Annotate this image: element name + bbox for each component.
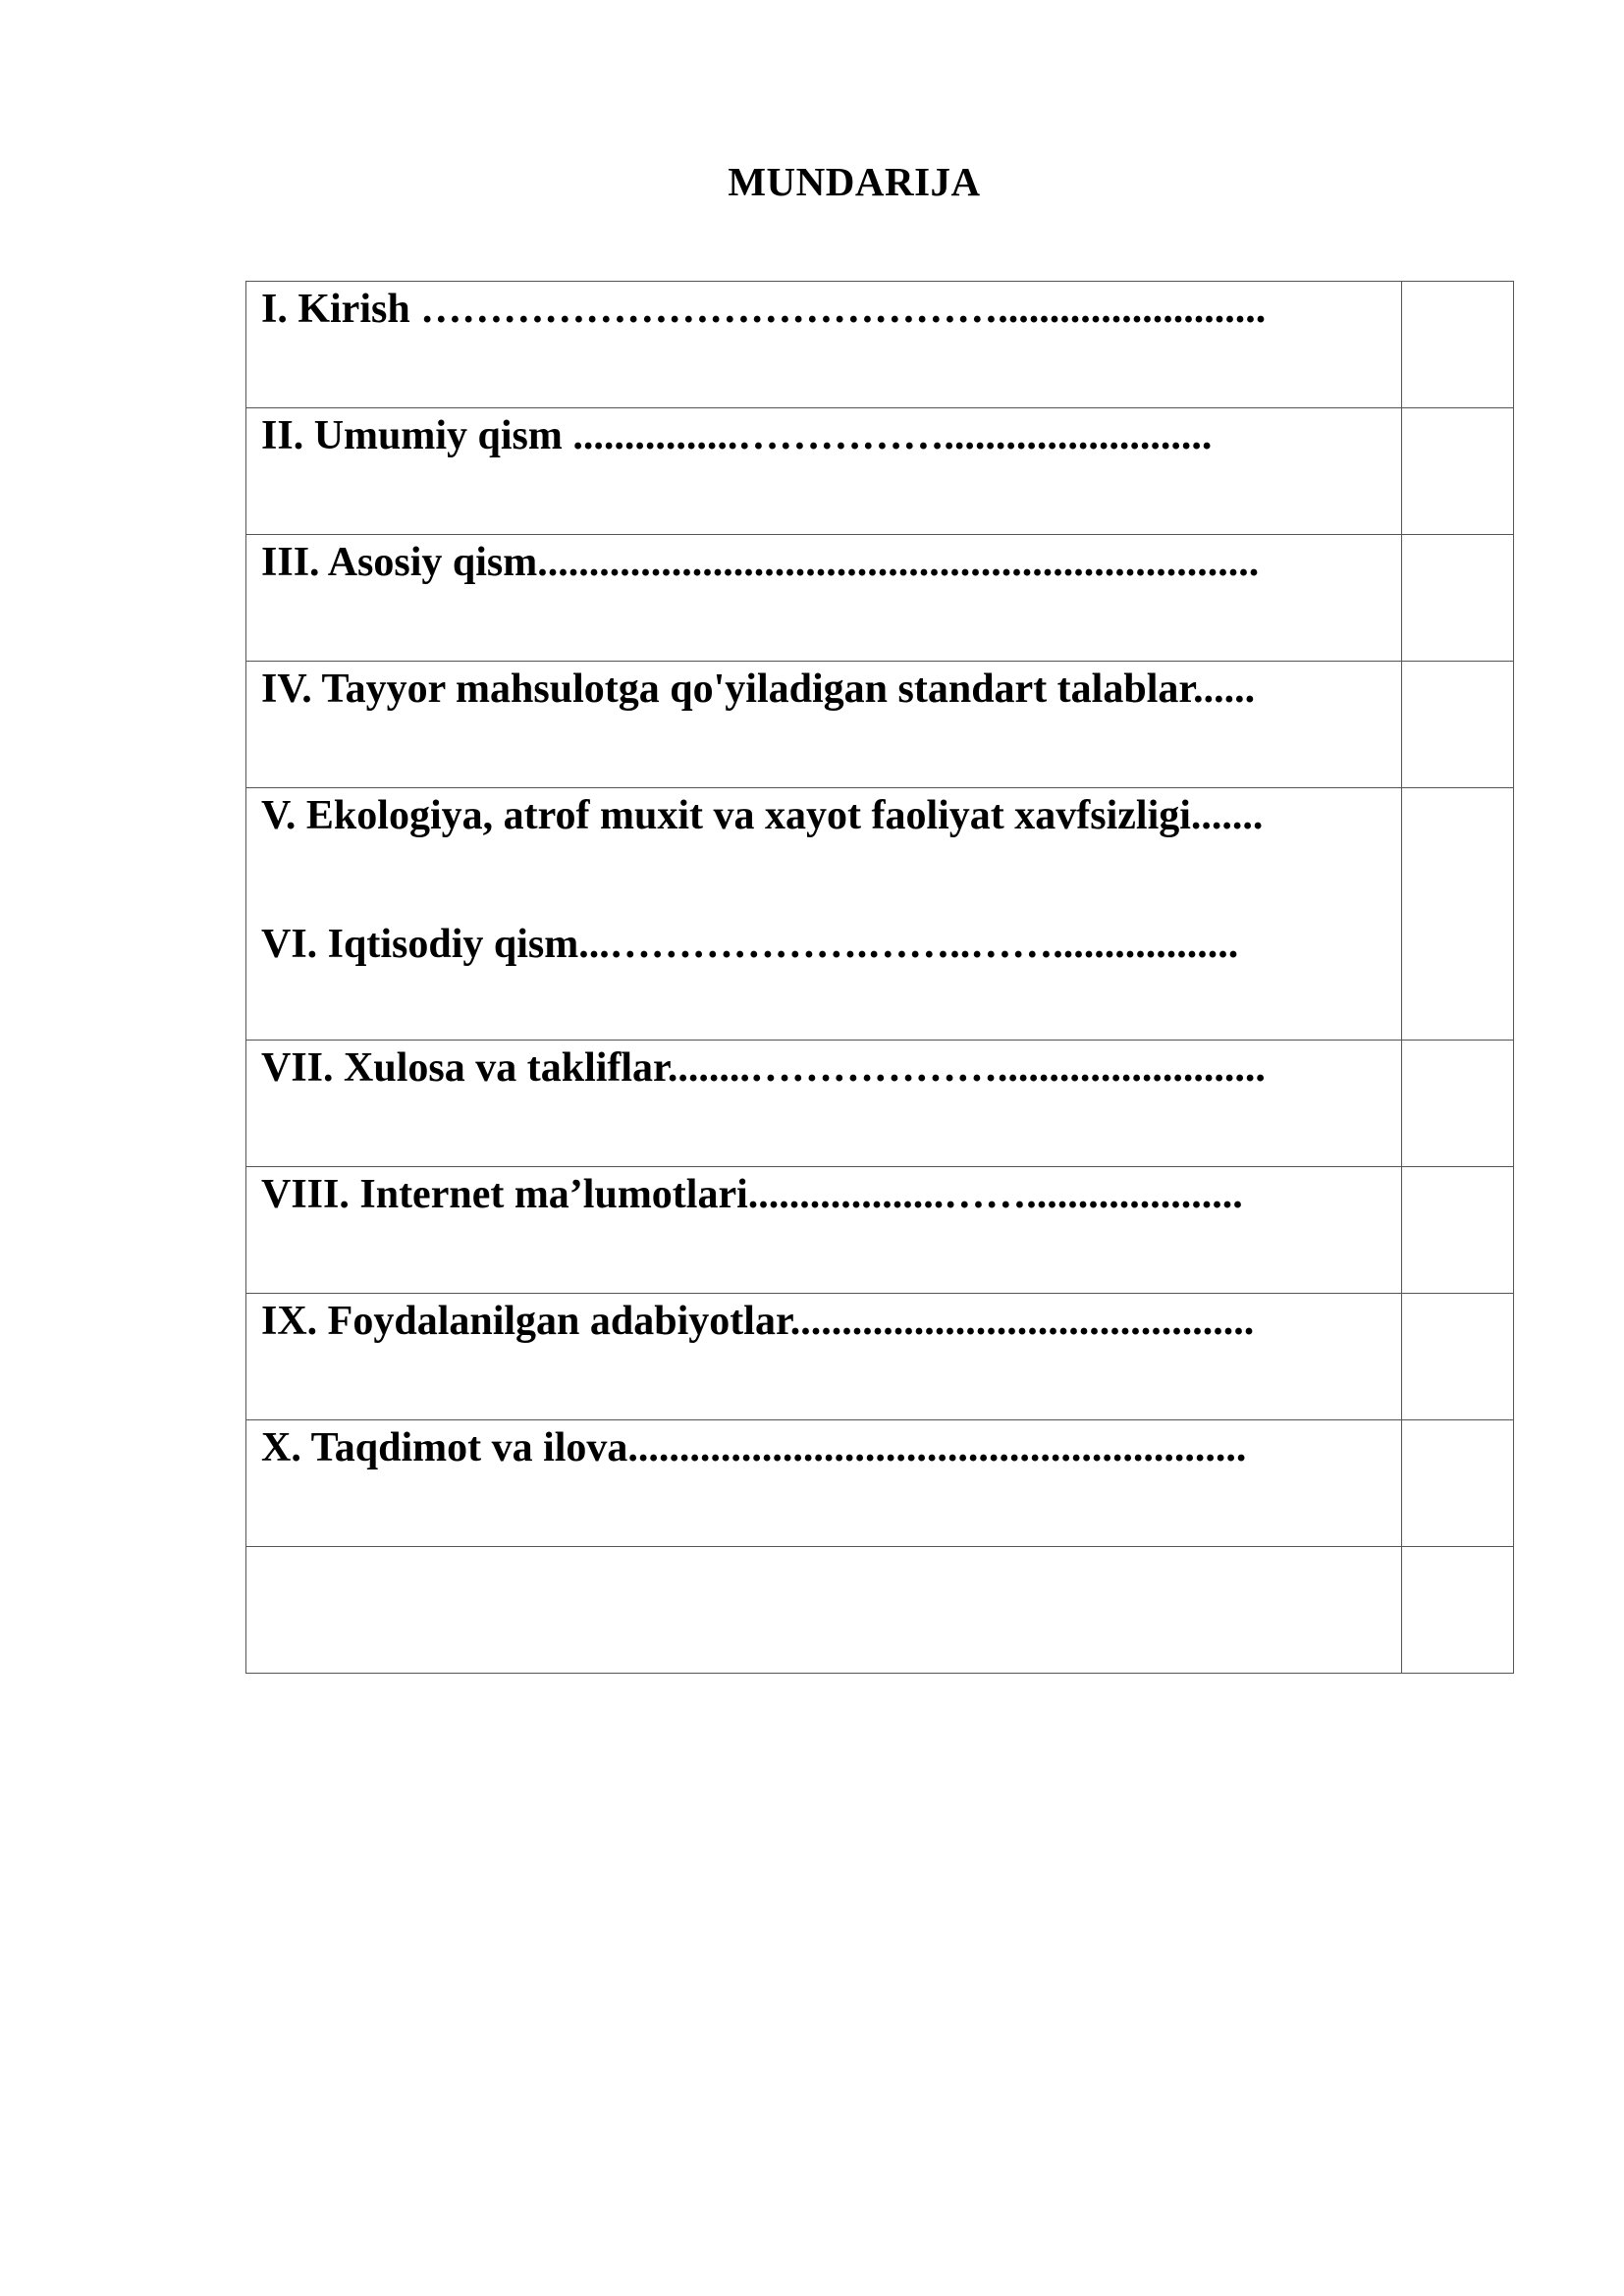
toc-entry-cell <box>246 535 1402 662</box>
toc-entry-cell <box>246 1041 1402 1167</box>
toc-entry-cell <box>246 1167 1402 1294</box>
toc-row <box>246 788 1514 1041</box>
toc-page-number <box>1402 282 1514 408</box>
toc-page-number <box>1402 1547 1514 1674</box>
toc-page-number <box>1402 408 1514 535</box>
toc-row <box>246 1041 1514 1167</box>
toc-entry-iqtisodiy-qism: VI. Iqtisodiy qism...……………….……..…….................. <box>261 922 1239 967</box>
toc-entry-cell <box>246 1420 1402 1547</box>
toc-entry-cell <box>246 662 1402 788</box>
toc-entry-empty <box>246 1547 1401 1550</box>
toc-entry-internet: VIII. Internet ma’lumotlari...................……..................... <box>261 1172 1243 1217</box>
toc-row <box>246 408 1514 535</box>
toc-row <box>246 1547 1514 1674</box>
toc-page-number <box>1402 1167 1514 1294</box>
toc-entry-cell <box>246 1547 1402 1674</box>
table-of-contents <box>245 281 1514 1674</box>
toc-page-number <box>1402 1041 1514 1167</box>
toc-entry-cell <box>246 282 1402 408</box>
toc-entry-ekologiya: V. Ekologiya, atrof muxit va xayot faoliyat xavfsizligi....... <box>261 793 1264 838</box>
toc-page-number <box>1402 535 1514 662</box>
toc-page-number <box>1402 1294 1514 1420</box>
toc-entry-umumiy-qism: II. Umumiy qism ................…………….......................... <box>261 413 1213 458</box>
toc-row <box>246 662 1514 788</box>
toc-row <box>246 535 1514 662</box>
toc-entry-xulosa: VII. Xulosa va takliflar........……………….......................... <box>261 1045 1266 1091</box>
toc-row <box>246 1420 1514 1547</box>
toc-entry-standart-talablar: IV. Tayyor mahsulotga qo'yiladigan standart talablar...... <box>261 667 1256 712</box>
page-title: MUNDARIJA <box>728 159 981 204</box>
toc-entry-adabiyotlar: IX. Foydalanilgan adabiyotlar............................................. <box>261 1299 1255 1344</box>
toc-row <box>246 1167 1514 1294</box>
toc-page-number <box>1402 788 1514 1041</box>
toc-entry-asosiy-qism: III. Asosiy qism...................................................................... <box>261 540 1260 585</box>
toc-entry-kirish: I. Kirish …………………………………….......................... <box>261 287 1267 332</box>
toc-entry-cell <box>246 788 1402 1041</box>
toc-row <box>246 282 1514 408</box>
toc-entry-taqdimot: X. Taqdimot va ilova............................................................ <box>261 1425 1247 1470</box>
toc-row <box>246 1294 1514 1420</box>
toc-entry-cell <box>246 1294 1402 1420</box>
toc-page-number <box>1402 1420 1514 1547</box>
toc-entry-cell <box>246 408 1402 535</box>
toc-page-number <box>1402 662 1514 788</box>
